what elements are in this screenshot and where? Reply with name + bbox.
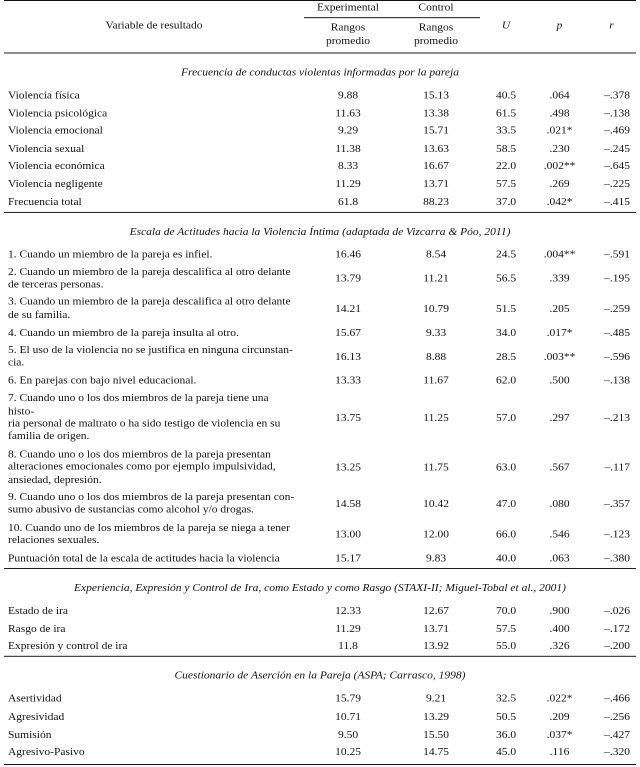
cell-control: 15.13 bbox=[423, 89, 449, 102]
row-label bbox=[4, 246, 304, 264]
section-title: Frecuencia de conductas violentas informadas por la pareja bbox=[181, 66, 459, 79]
cell-u: 70.0 bbox=[495, 605, 517, 617]
row-label-line: 6. En parejas con bajo nivel educacional. bbox=[8, 375, 197, 387]
cell-control: 11.21 bbox=[423, 272, 449, 285]
row-label-line: 2. Cuando un miembro de la pareja descalifica al otro delante bbox=[8, 265, 291, 278]
row-label bbox=[4, 621, 304, 639]
cell-p: .205 bbox=[549, 303, 570, 315]
cell-exp: 11.29 bbox=[335, 623, 361, 635]
row-label-line: 5. El uso de la violencia no se justifica en ninguna circunstan- bbox=[8, 344, 293, 356]
cell-exp: 12.33 bbox=[335, 605, 361, 617]
cell-exp: 16.13 bbox=[335, 351, 361, 363]
cell-control: 9.83 bbox=[425, 552, 447, 565]
cell-r: –.415 bbox=[604, 196, 630, 208]
cell-exp: 13.00 bbox=[335, 528, 361, 541]
cell-p: .002** bbox=[543, 160, 576, 173]
row-label-line: ria personal de maltrato o ha sido testigo de violencia en su bbox=[8, 418, 281, 430]
cell-exp: 9.88 bbox=[337, 89, 359, 102]
section-title-row bbox=[4, 53, 636, 87]
cell-u: 32.5 bbox=[495, 693, 517, 705]
cell-exp: 9.50 bbox=[337, 728, 359, 741]
cell-control: 13.71 bbox=[423, 178, 449, 190]
row-label bbox=[4, 141, 304, 159]
cell-control: 15.50 bbox=[423, 728, 449, 741]
table-row bbox=[4, 603, 636, 621]
cell-r: –.427 bbox=[604, 728, 630, 741]
row-label-line: 4. Cuando un miembro de la pareja insulta al otro. bbox=[8, 327, 239, 339]
row-label bbox=[4, 391, 304, 447]
row-label bbox=[4, 264, 304, 294]
cell-r: –.256 bbox=[604, 711, 630, 723]
cell-control: 10.79 bbox=[423, 303, 449, 315]
header-group-experimental: Experimental bbox=[304, 0, 392, 17]
cell-p: .080 bbox=[549, 498, 570, 510]
cell-exp: 10.25 bbox=[335, 746, 361, 759]
row-label bbox=[4, 447, 304, 490]
row-label-line: Rasgo de ira bbox=[8, 623, 66, 635]
header-sub-experimental bbox=[304, 17, 392, 52]
cell-control: 12.00 bbox=[423, 528, 449, 541]
cell-exp: 14.21 bbox=[335, 303, 361, 315]
cell-control: 11.25 bbox=[423, 412, 449, 424]
cell-exp: 13.75 bbox=[335, 412, 361, 424]
row-label bbox=[4, 490, 304, 520]
row-label bbox=[4, 373, 304, 391]
cell-r: –.195 bbox=[604, 272, 630, 285]
table-row bbox=[4, 158, 636, 176]
cell-r: –.123 bbox=[604, 528, 630, 541]
row-label-line: 10. Cuando uno de los miembros de la pareja se niega a tener bbox=[8, 522, 290, 534]
table-row bbox=[4, 342, 636, 372]
cell-r: –.200 bbox=[604, 640, 630, 653]
cell-r: –.172 bbox=[604, 623, 630, 635]
cell-exp: 14.58 bbox=[335, 498, 361, 510]
cell-exp: 11.8 bbox=[338, 640, 358, 653]
cell-control: 13.63 bbox=[423, 142, 449, 155]
row-label-line: sumo abusivo de sustancias como alcohol y/o drogas. bbox=[8, 504, 254, 516]
table-row bbox=[4, 550, 636, 568]
cell-control: 13.92 bbox=[423, 640, 449, 653]
section-title: Experiencia, Expresión y Control de Ira, como Estado y como Rasgo (STAXI-II; Miguel-Tobal et al., 2001) bbox=[4, 569, 636, 603]
row-label-line: Asertividad bbox=[8, 693, 62, 705]
header-variable: Variable de resultado bbox=[105, 19, 203, 32]
cell-r: –.469 bbox=[604, 125, 630, 137]
row-label-line: de terceras personas. bbox=[8, 278, 104, 291]
cell-u: 55.0 bbox=[495, 640, 517, 653]
cell-exp: 9.29 bbox=[337, 125, 359, 137]
table-row bbox=[4, 105, 636, 123]
results-table bbox=[4, 0, 636, 762]
cell-exp: 16.46 bbox=[335, 248, 361, 261]
cell-exp: 13.25 bbox=[335, 461, 361, 474]
row-label-line: 3. Cuando un miembro de la pareja descalifica al otro delante bbox=[8, 296, 291, 308]
cell-r: –.320 bbox=[604, 746, 630, 759]
cell-r: –.026 bbox=[604, 605, 630, 617]
table-row bbox=[4, 391, 636, 447]
table-row bbox=[4, 264, 636, 294]
cell-u: 62.0 bbox=[495, 375, 517, 387]
cell-control: 11.67 bbox=[423, 375, 449, 387]
cell-p: .567 bbox=[549, 461, 570, 474]
header-sub-control-line: promedio bbox=[413, 35, 459, 47]
row-label-line: alteraciones emocionales como por ejemplo impulsividad, bbox=[8, 461, 276, 473]
cell-u: 57.5 bbox=[495, 178, 517, 190]
cell-p: .042* bbox=[546, 196, 573, 208]
section-title: Escala de Actitudes hacia la Violencia Íntima (adaptada de Vizcarra & Póo, 2011) bbox=[4, 212, 636, 246]
header-sub-experimental-line: Rangos bbox=[330, 22, 366, 34]
row-label bbox=[4, 105, 304, 123]
table-row bbox=[4, 726, 636, 744]
table-row bbox=[4, 194, 636, 212]
table-row bbox=[4, 621, 636, 639]
row-label-line: Sumisión bbox=[8, 728, 52, 741]
cell-r: –.485 bbox=[604, 327, 630, 339]
row-label bbox=[4, 325, 304, 343]
cell-control: 13.71 bbox=[423, 623, 449, 635]
cell-r: –.213 bbox=[604, 412, 630, 424]
cell-control: 9.33 bbox=[425, 327, 447, 339]
cell-control: 10.42 bbox=[423, 498, 449, 510]
cell-p: .339 bbox=[549, 272, 570, 285]
cell-u: 33.5 bbox=[495, 125, 517, 137]
section-title-row bbox=[4, 569, 636, 603]
table-row bbox=[4, 744, 636, 762]
cell-p: .498 bbox=[549, 107, 570, 119]
row-label bbox=[4, 194, 304, 212]
table-row bbox=[4, 325, 636, 343]
cell-exp: 15.79 bbox=[335, 693, 361, 705]
cell-r: –.466 bbox=[604, 693, 630, 705]
row-label-line: Agresivo-Pasivo bbox=[8, 746, 85, 759]
table-row bbox=[4, 176, 636, 194]
header-sub-control bbox=[392, 17, 480, 52]
cell-p: .022* bbox=[546, 693, 573, 705]
cell-r: –.645 bbox=[604, 160, 630, 173]
table-row bbox=[4, 447, 636, 490]
table-bottom-rule bbox=[4, 764, 636, 765]
table-row bbox=[4, 123, 636, 141]
cell-control: 8.54 bbox=[425, 248, 447, 261]
table-row bbox=[4, 141, 636, 159]
table-row bbox=[4, 373, 636, 391]
section-title-row bbox=[4, 212, 636, 246]
cell-p: .546 bbox=[549, 528, 570, 541]
header-sub-experimental-line: promedio bbox=[325, 35, 371, 47]
section-title-row bbox=[4, 657, 636, 691]
cell-control: 88.23 bbox=[423, 196, 449, 208]
cell-p: .021* bbox=[546, 125, 573, 137]
header-group-control: Control bbox=[392, 0, 480, 17]
cell-control: 13.29 bbox=[423, 711, 449, 723]
row-label bbox=[4, 691, 304, 709]
cell-exp: 15.67 bbox=[335, 327, 361, 339]
table-row bbox=[4, 691, 636, 709]
cell-p: .003** bbox=[543, 351, 576, 363]
cell-exp: 11.29 bbox=[335, 178, 361, 190]
row-label bbox=[4, 123, 304, 141]
row-label-line: Violencia emocional bbox=[8, 125, 103, 137]
section-title: Cuestionario de Aserción en la Pareja (ASPA; Carrasco, 1998) bbox=[4, 657, 636, 691]
cell-p: .400 bbox=[549, 623, 570, 635]
cell-r: –.225 bbox=[604, 178, 630, 190]
cell-control: 14.75 bbox=[423, 746, 449, 759]
cell-p: .063 bbox=[549, 552, 570, 565]
row-label bbox=[4, 603, 304, 621]
cell-r: –.380 bbox=[604, 552, 630, 565]
header-r: r bbox=[609, 19, 614, 32]
cell-r: –.138 bbox=[604, 375, 630, 387]
cell-u: 63.0 bbox=[495, 461, 517, 474]
cell-r: –.596 bbox=[604, 351, 630, 363]
row-label-line: 9. Cuando uno o los dos miembros de la pareja presentan con- bbox=[8, 491, 295, 504]
row-label-line: Puntuación total de la escala de actitudes hacia la violencia bbox=[8, 552, 280, 565]
cell-r: –.245 bbox=[604, 142, 630, 155]
cell-p: .269 bbox=[549, 178, 570, 190]
table-row bbox=[4, 520, 636, 550]
cell-u: 47.0 bbox=[495, 498, 517, 510]
cell-p: .500 bbox=[549, 375, 570, 387]
cell-exp: 11.63 bbox=[335, 107, 361, 119]
cell-p: .037* bbox=[546, 728, 573, 741]
row-label-line: Frecuencia total bbox=[8, 196, 82, 208]
cell-r: –.378 bbox=[604, 89, 630, 102]
cell-r: –.259 bbox=[604, 303, 630, 315]
row-label bbox=[4, 294, 304, 324]
cell-p: .116 bbox=[549, 746, 570, 759]
cell-p: .297 bbox=[549, 412, 570, 424]
row-label-line: Violencia física bbox=[8, 89, 80, 102]
cell-u: 58.5 bbox=[495, 142, 517, 155]
row-label-line: Agresividad bbox=[8, 711, 65, 723]
cell-exp: 8.33 bbox=[337, 160, 359, 173]
row-label-line: 8. Cuando uno o los dos miembros de la pareja presentan bbox=[8, 448, 271, 460]
row-label bbox=[4, 87, 304, 105]
row-label-line: Violencia negligente bbox=[8, 178, 103, 190]
cell-u: 57.5 bbox=[495, 623, 517, 635]
cell-u: 36.0 bbox=[495, 728, 517, 741]
row-label bbox=[4, 550, 304, 568]
header-sub-control-line: Rangos bbox=[418, 22, 454, 34]
row-label bbox=[4, 638, 304, 656]
row-label bbox=[4, 342, 304, 372]
cell-exp: 11.38 bbox=[335, 142, 361, 155]
table-row bbox=[4, 490, 636, 520]
row-label-line: Estado de ira bbox=[8, 605, 69, 617]
cell-r: –.138 bbox=[604, 107, 630, 119]
cell-r: –.117 bbox=[604, 461, 630, 474]
row-label-line: ansiedad, depresión. bbox=[8, 474, 102, 486]
cell-p: .900 bbox=[549, 605, 570, 617]
cell-p: .017* bbox=[546, 327, 573, 339]
cell-u: 45.0 bbox=[495, 746, 517, 759]
cell-u: 56.5 bbox=[495, 272, 517, 285]
row-label bbox=[4, 744, 304, 762]
cell-p: .004** bbox=[543, 248, 576, 261]
row-label-line: Violencia psicológica bbox=[8, 107, 108, 119]
cell-p: .326 bbox=[549, 640, 570, 653]
row-label-line: 1. Cuando un miembro de la pareja es infiel. bbox=[8, 248, 213, 261]
cell-control: 15.71 bbox=[423, 125, 449, 137]
cell-exp: 13.79 bbox=[335, 272, 361, 285]
table-row bbox=[4, 709, 636, 727]
cell-p: .230 bbox=[549, 142, 570, 155]
cell-exp: 13.33 bbox=[335, 375, 361, 387]
row-label-line: relaciones sexuales. bbox=[8, 534, 100, 547]
row-label bbox=[4, 520, 304, 550]
row-label-line: Violencia sexual bbox=[8, 142, 85, 155]
cell-u: 40.0 bbox=[495, 552, 517, 565]
row-label-line: cia. bbox=[8, 357, 25, 369]
cell-r: –.357 bbox=[604, 498, 630, 510]
cell-r: –.591 bbox=[604, 248, 630, 261]
cell-u: 50.5 bbox=[495, 711, 517, 723]
header-u: U bbox=[501, 19, 511, 32]
cell-p: .209 bbox=[549, 711, 570, 723]
row-label bbox=[4, 726, 304, 744]
row-label-line: de su familia. bbox=[8, 309, 71, 321]
cell-exp: 61.8 bbox=[337, 196, 359, 208]
row-label-line: familia de origen. bbox=[8, 430, 90, 443]
table-row bbox=[4, 638, 636, 656]
cell-u: 57.0 bbox=[495, 412, 517, 424]
row-label-line: 7. Cuando uno o los dos miembros de la pareja tiene una histo- bbox=[8, 392, 269, 417]
cell-control: 16.67 bbox=[423, 160, 449, 173]
cell-exp: 10.71 bbox=[335, 711, 361, 723]
cell-control: 12.67 bbox=[423, 605, 449, 617]
cell-u: 24.5 bbox=[495, 248, 517, 261]
cell-u: 40.5 bbox=[495, 89, 517, 102]
cell-control: 11.75 bbox=[423, 461, 449, 474]
table-row bbox=[4, 294, 636, 324]
table-row bbox=[4, 87, 636, 105]
row-label-line: Expresión y control de ira bbox=[8, 640, 128, 653]
cell-u: 28.5 bbox=[495, 351, 517, 363]
cell-u: 51.5 bbox=[495, 303, 517, 315]
row-label bbox=[4, 709, 304, 727]
cell-u: 37.0 bbox=[495, 196, 517, 208]
cell-u: 22.0 bbox=[495, 160, 517, 173]
table-row bbox=[4, 246, 636, 264]
cell-u: 66.0 bbox=[495, 528, 517, 541]
cell-exp: 15.17 bbox=[335, 552, 361, 565]
row-label bbox=[4, 176, 304, 194]
header-p: p bbox=[556, 19, 563, 32]
cell-u: 61.5 bbox=[495, 107, 517, 119]
cell-u: 34.0 bbox=[495, 327, 517, 339]
cell-p: .064 bbox=[549, 89, 570, 102]
cell-control: 13.38 bbox=[423, 107, 449, 119]
row-label-line: Violencia económica bbox=[8, 160, 105, 173]
row-label bbox=[4, 158, 304, 176]
cell-control: 9.21 bbox=[425, 693, 447, 705]
cell-control: 8.88 bbox=[425, 351, 447, 363]
